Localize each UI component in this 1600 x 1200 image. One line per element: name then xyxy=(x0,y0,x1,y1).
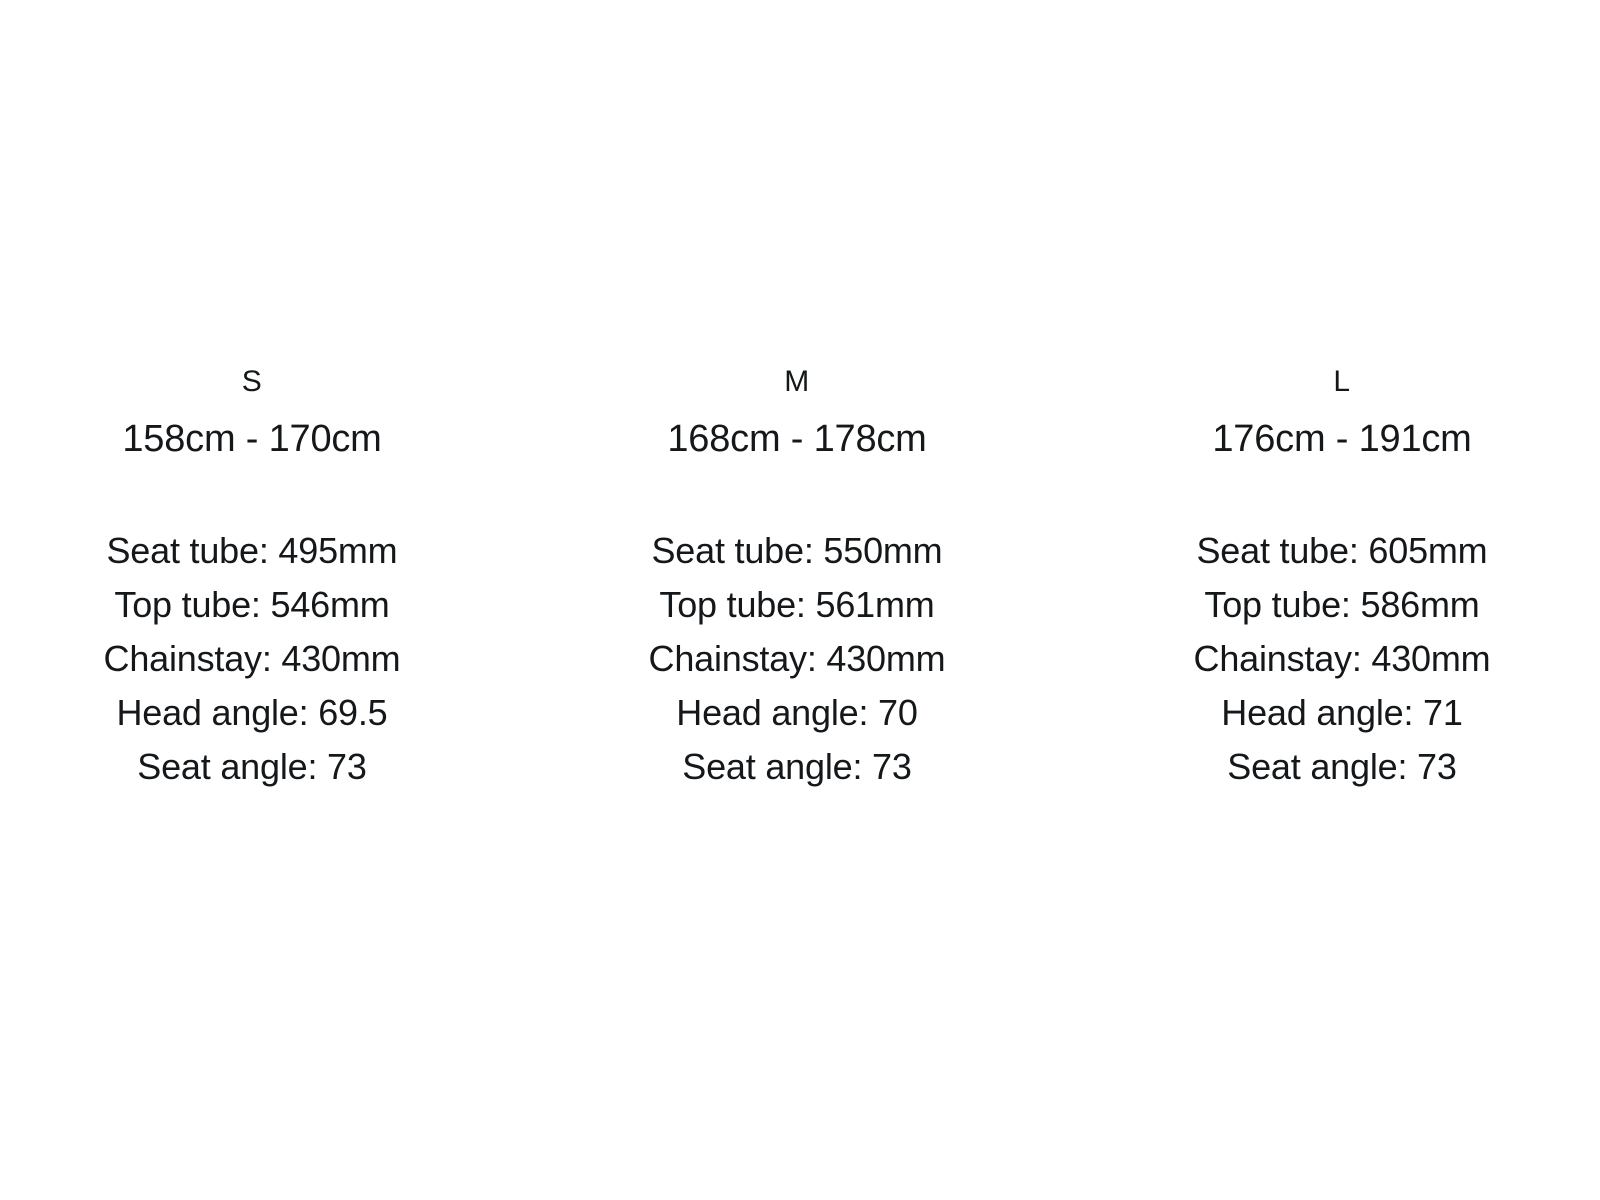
spec-chainstay-s: Chainstay: 430mm xyxy=(103,637,401,679)
size-columns xyxy=(0,365,1600,810)
spec-head-angle-l: Head angle: 71 xyxy=(1221,691,1463,733)
spec-top-tube-l: Top tube: 586mm xyxy=(1204,583,1480,625)
spec-seat-tube-m: Seat tube: 550mm xyxy=(651,529,943,571)
size-column-l xyxy=(1132,365,1552,810)
size-label-l: L xyxy=(1333,365,1351,398)
spec-top-tube-s: Top tube: 546mm xyxy=(114,583,390,625)
spec-list-m xyxy=(587,524,1007,794)
spec-head-angle-s: Head angle: 69.5 xyxy=(116,691,388,733)
spec-head-angle-m: Head angle: 70 xyxy=(676,691,918,733)
spec-seat-angle-m: Seat angle: 73 xyxy=(682,745,912,787)
rider-height-range-l: 176cm - 191cm xyxy=(1212,418,1472,460)
spec-seat-angle-l: Seat angle: 73 xyxy=(1227,745,1457,787)
spec-chainstay-m: Chainstay: 430mm xyxy=(648,637,946,679)
spec-seat-angle-s: Seat angle: 73 xyxy=(137,745,367,787)
size-label-s: S xyxy=(241,365,263,398)
spec-list-s xyxy=(42,524,462,794)
spec-seat-tube-s: Seat tube: 495mm xyxy=(106,529,398,571)
size-column-m xyxy=(587,365,1007,810)
size-label-m: M xyxy=(784,365,810,398)
spec-seat-tube-l: Seat tube: 605mm xyxy=(1196,529,1488,571)
rider-height-range-s: 158cm - 170cm xyxy=(122,418,382,460)
spec-top-tube-m: Top tube: 561mm xyxy=(659,583,935,625)
spec-list-l xyxy=(1132,524,1552,794)
rider-height-range-m: 168cm - 178cm xyxy=(667,418,927,460)
size-column-s xyxy=(42,365,462,810)
spec-chainstay-l: Chainstay: 430mm xyxy=(1193,637,1491,679)
